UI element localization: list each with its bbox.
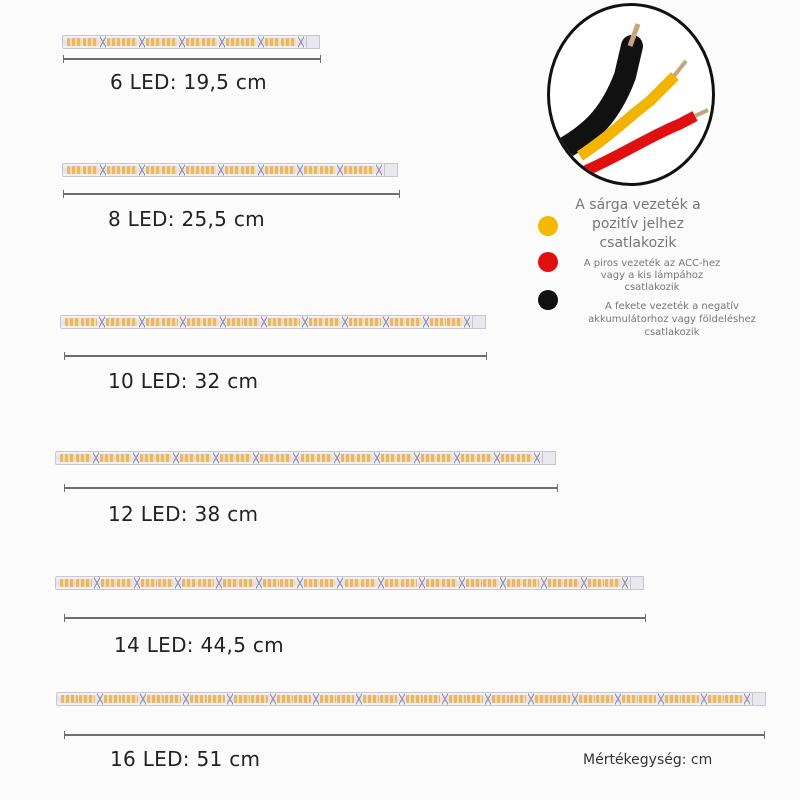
led-chip xyxy=(67,38,82,46)
led-chip xyxy=(381,454,396,462)
led-chip xyxy=(357,454,372,462)
led-chip xyxy=(186,166,201,174)
led-chip xyxy=(365,318,380,326)
led-chip xyxy=(380,695,397,703)
led-segment xyxy=(361,695,400,703)
led-chip xyxy=(268,318,283,326)
length-rule-8 xyxy=(63,193,400,195)
led-chip xyxy=(363,695,380,703)
led-chip xyxy=(385,579,400,587)
led-chip xyxy=(483,579,498,587)
strip-label-14: 14 LED: 44,5 cm xyxy=(114,633,284,657)
led-segment xyxy=(424,579,461,587)
led-chip xyxy=(239,579,254,587)
led-segment xyxy=(144,318,181,326)
led-chip xyxy=(180,454,195,462)
led-segment xyxy=(459,454,495,462)
led-chip xyxy=(225,166,240,174)
led-strip-6 xyxy=(62,35,320,49)
led-segment xyxy=(184,166,220,174)
yellow-legend-line-3: csatlakozik xyxy=(599,235,677,251)
led-segment xyxy=(505,579,542,587)
led-chip xyxy=(107,38,122,46)
led-chip xyxy=(507,579,522,587)
led-chip xyxy=(406,318,421,326)
led-chip xyxy=(186,38,201,46)
led-chip xyxy=(304,579,319,587)
led-chip xyxy=(317,454,332,462)
led-chip xyxy=(251,695,268,703)
led-chip xyxy=(325,318,340,326)
led-chip xyxy=(241,166,256,174)
led-chip xyxy=(202,38,217,46)
led-chip xyxy=(147,695,164,703)
led-segment xyxy=(218,454,254,462)
led-chip xyxy=(359,166,374,174)
led-strip-8 xyxy=(62,163,398,177)
led-segment xyxy=(232,695,271,703)
yellow-dot-icon xyxy=(538,216,558,236)
led-chip xyxy=(141,579,156,587)
led-segment xyxy=(144,166,180,174)
led-segment xyxy=(221,579,258,587)
led-segment xyxy=(499,454,535,462)
led-strip-12 xyxy=(55,451,556,465)
led-strip-10 xyxy=(60,315,486,329)
black-legend-line-3: csatlakozik xyxy=(644,327,700,338)
led-chip xyxy=(241,38,256,46)
led-segment xyxy=(185,318,222,326)
led-segment xyxy=(105,38,141,46)
led-chip xyxy=(424,695,441,703)
led-segment xyxy=(586,579,623,587)
led-segment xyxy=(464,579,501,587)
led-chip xyxy=(596,695,613,703)
led-segment xyxy=(388,318,425,326)
led-segment xyxy=(546,579,583,587)
yellow-legend-line-1: A sárga vezeték a xyxy=(575,197,701,213)
led-chip xyxy=(421,454,436,462)
led-segment xyxy=(58,579,95,587)
led-chip xyxy=(390,318,405,326)
led-segment xyxy=(65,38,101,46)
led-chip xyxy=(83,38,98,46)
led-chip xyxy=(320,579,335,587)
led-chip xyxy=(461,454,476,462)
yellow-legend-line-2: pozitív jelhez xyxy=(591,216,685,232)
strip-end-cap xyxy=(752,692,766,706)
led-chip xyxy=(344,166,359,174)
cut-mark xyxy=(298,36,304,48)
strip-end-cap xyxy=(472,315,486,329)
led-chip xyxy=(280,579,295,587)
led-segment xyxy=(343,579,380,587)
led-chip xyxy=(345,579,360,587)
led-segment xyxy=(139,579,176,587)
led-chip xyxy=(162,318,177,326)
led-chip xyxy=(337,695,354,703)
led-chip xyxy=(107,166,122,174)
led-chip xyxy=(725,695,742,703)
led-chip xyxy=(449,695,466,703)
black-legend-line-2: akkumulátorhoz vagy földeléshez xyxy=(588,314,756,325)
cut-mark xyxy=(744,693,750,705)
led-chip xyxy=(265,38,280,46)
led-chip xyxy=(304,166,319,174)
led-chip xyxy=(397,454,412,462)
length-rule-14 xyxy=(64,617,646,619)
red-legend-line-2: vagy a kis lámpához xyxy=(600,270,704,281)
led-chip xyxy=(146,318,161,326)
led-chip xyxy=(122,166,137,174)
led-chip xyxy=(187,318,202,326)
led-chip xyxy=(341,454,356,462)
led-chip xyxy=(277,695,294,703)
led-chip xyxy=(190,695,207,703)
led-segment xyxy=(263,166,299,174)
led-chip xyxy=(226,38,241,46)
led-chip xyxy=(639,695,656,703)
led-segment xyxy=(184,38,220,46)
strip-end-cap xyxy=(542,451,556,465)
led-chip xyxy=(553,695,570,703)
led-chip xyxy=(140,454,155,462)
led-chip xyxy=(244,318,259,326)
led-chip xyxy=(477,454,492,462)
cut-mark xyxy=(376,164,382,176)
led-segment xyxy=(138,454,174,462)
led-segment xyxy=(224,38,260,46)
led-chip xyxy=(301,454,316,462)
led-chip xyxy=(426,579,441,587)
led-segment xyxy=(188,695,227,703)
led-chip xyxy=(156,454,171,462)
led-chip xyxy=(284,318,299,326)
led-chip xyxy=(294,695,311,703)
led-chip xyxy=(523,579,538,587)
led-segment xyxy=(258,454,294,462)
led-segment xyxy=(144,38,180,46)
led-chip xyxy=(605,579,620,587)
led-segment xyxy=(275,695,314,703)
led-segment xyxy=(383,579,420,587)
red-legend-line-3: csatlakozik xyxy=(624,282,680,293)
led-chip xyxy=(106,318,121,326)
cut-mark xyxy=(464,316,470,328)
led-chip xyxy=(430,318,445,326)
led-segment xyxy=(145,695,184,703)
led-segment xyxy=(419,454,455,462)
led-chip xyxy=(466,579,481,587)
led-segment xyxy=(447,695,486,703)
led-segment xyxy=(299,454,335,462)
led-chip xyxy=(76,579,91,587)
led-chip xyxy=(65,318,80,326)
length-rule-16 xyxy=(64,734,765,736)
led-segment xyxy=(339,454,375,462)
led-chip xyxy=(223,579,238,587)
led-segment xyxy=(266,318,303,326)
unit-note: Mértékegység: cm xyxy=(583,752,713,768)
led-segment xyxy=(663,695,702,703)
led-chip xyxy=(162,166,177,174)
led-chip xyxy=(79,695,96,703)
led-chip xyxy=(220,454,235,462)
led-segment xyxy=(706,695,745,703)
led-chip xyxy=(165,695,182,703)
wire-bundle-icon xyxy=(550,6,715,186)
led-segment xyxy=(577,695,616,703)
black-legend-line-1: A fekete vezeték a negatív xyxy=(605,301,739,312)
led-chip xyxy=(276,454,291,462)
strip-label-10: 10 LED: 32 cm xyxy=(108,369,259,393)
led-chip xyxy=(280,166,295,174)
led-segment xyxy=(302,166,338,174)
led-chip xyxy=(116,454,131,462)
led-chip xyxy=(234,695,251,703)
led-chip xyxy=(349,318,364,326)
strip-label-8: 8 LED: 25,5 cm xyxy=(108,207,265,231)
led-chip xyxy=(579,695,596,703)
led-chip xyxy=(437,454,452,462)
led-segment xyxy=(65,166,101,174)
led-chip xyxy=(467,695,484,703)
led-chip xyxy=(564,579,579,587)
led-chip xyxy=(146,38,161,46)
led-segment xyxy=(379,454,415,462)
led-chip xyxy=(622,695,639,703)
led-segment xyxy=(261,579,298,587)
led-segment xyxy=(98,454,134,462)
length-rule-12 xyxy=(64,487,558,489)
led-chip xyxy=(208,695,225,703)
led-chip xyxy=(83,166,98,174)
led-chip xyxy=(535,695,552,703)
led-segment xyxy=(104,318,141,326)
strip-label-12: 12 LED: 38 cm xyxy=(108,502,259,526)
yellow-wire-legend xyxy=(568,196,708,253)
led-segment xyxy=(178,454,214,462)
led-strip-16 xyxy=(56,692,766,706)
led-chip xyxy=(104,695,121,703)
led-segment xyxy=(59,695,98,703)
cut-mark xyxy=(534,452,540,464)
led-chip xyxy=(122,695,139,703)
led-chip xyxy=(510,695,527,703)
strip-end-cap xyxy=(306,35,320,49)
strip-label-6: 6 LED: 19,5 cm xyxy=(110,70,267,94)
wire-bundle-illustration xyxy=(547,3,715,186)
led-segment xyxy=(620,695,659,703)
led-segment xyxy=(302,579,339,587)
led-chip xyxy=(122,38,137,46)
led-segment xyxy=(225,318,262,326)
led-chip xyxy=(100,454,115,462)
black-dot-icon xyxy=(538,290,558,310)
red-legend-line-1: A piros vezeték az ACC-hez xyxy=(583,258,721,269)
red-wire-legend xyxy=(572,258,732,294)
led-chip xyxy=(708,695,725,703)
led-segment xyxy=(223,166,259,174)
led-chip xyxy=(361,579,376,587)
led-chip xyxy=(447,318,462,326)
led-chip xyxy=(442,579,457,587)
cut-mark xyxy=(622,577,628,589)
led-chip xyxy=(260,454,275,462)
strip-end-cap xyxy=(384,163,398,177)
led-chip xyxy=(101,579,116,587)
led-segment xyxy=(105,166,141,174)
led-chip xyxy=(281,38,296,46)
led-strip-14 xyxy=(55,576,644,590)
strip-end-cap xyxy=(630,576,644,590)
led-chip xyxy=(76,454,91,462)
led-chip xyxy=(263,579,278,587)
led-chip xyxy=(201,166,216,174)
led-chip xyxy=(81,318,96,326)
led-segment xyxy=(347,318,384,326)
led-segment xyxy=(318,695,357,703)
led-chip xyxy=(320,695,337,703)
led-segment xyxy=(490,695,529,703)
length-rule-10 xyxy=(64,355,487,357)
led-chip xyxy=(492,695,509,703)
led-chip xyxy=(196,454,211,462)
led-chip xyxy=(682,695,699,703)
strip-label-16: 16 LED: 51 cm xyxy=(110,747,261,771)
led-chip xyxy=(406,695,423,703)
led-segment xyxy=(63,318,100,326)
led-chip xyxy=(265,166,280,174)
led-chip xyxy=(665,695,682,703)
led-segment xyxy=(263,38,299,46)
led-segment xyxy=(99,579,136,587)
led-chip xyxy=(309,318,324,326)
led-chip xyxy=(122,318,137,326)
led-chip xyxy=(67,166,82,174)
red-dot-icon xyxy=(538,252,558,272)
led-chip xyxy=(517,454,532,462)
black-wire-legend xyxy=(572,300,772,339)
led-chip xyxy=(501,454,516,462)
length-rule-6 xyxy=(63,58,321,60)
led-segment xyxy=(58,454,94,462)
led-chip xyxy=(117,579,132,587)
led-chip xyxy=(60,454,75,462)
led-segment xyxy=(342,166,378,174)
led-chip xyxy=(203,318,218,326)
led-chip xyxy=(320,166,335,174)
led-chip xyxy=(61,695,78,703)
led-segment xyxy=(404,695,443,703)
led-chip xyxy=(146,166,161,174)
led-chip xyxy=(60,579,75,587)
led-chip xyxy=(158,579,173,587)
led-chip xyxy=(227,318,242,326)
led-chip xyxy=(182,579,197,587)
led-chip xyxy=(548,579,563,587)
led-segment xyxy=(180,579,217,587)
led-segment xyxy=(307,318,344,326)
led-chip xyxy=(401,579,416,587)
led-segment xyxy=(533,695,572,703)
led-chip xyxy=(198,579,213,587)
led-segment xyxy=(428,318,465,326)
led-chip xyxy=(162,38,177,46)
led-chip xyxy=(236,454,251,462)
led-segment xyxy=(102,695,141,703)
led-chip xyxy=(588,579,603,587)
